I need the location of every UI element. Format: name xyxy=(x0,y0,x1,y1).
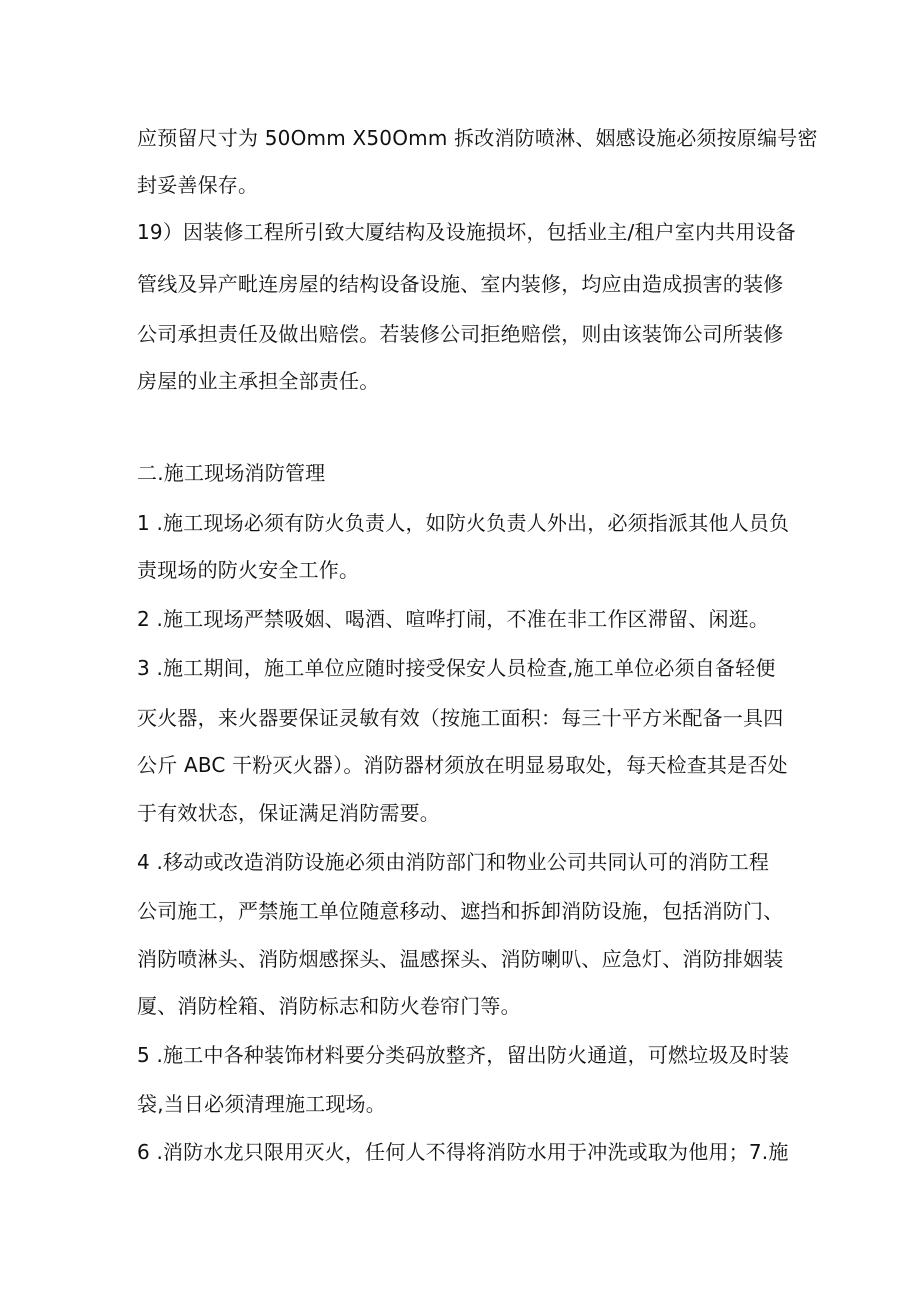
text-line: 公斤 ABC 干粉灭火器）。消防器材须放在明显易取处，每天检查其是否处 xyxy=(137,753,788,777)
text-line: 管线及异产毗连房屋的结构设备设施、室内装修，均应由造成损害的装修 xyxy=(137,272,784,296)
text-line: 应预留尺寸为 50Omm X50Omm 拆改消防喷淋、姻感设施必须按原编号密 xyxy=(137,126,818,150)
text-line: 5 .施工中各种装饰材料要分类码放整齐，留出防火通道，可燃垃圾及时装 xyxy=(137,1043,790,1067)
text-line: 19）因装修工程所引致大厦结构及设施损坏，包括业主/租户室内共用设备 xyxy=(137,220,796,244)
text-line: 责现场的防火安全工作。 xyxy=(137,558,360,582)
text-line: 厦、消防栓箱、消防标志和防火卷帘门等。 xyxy=(137,994,521,1018)
text-line: 袋,当日必须清理施工现场。 xyxy=(137,1092,386,1116)
section-heading: 二.施工现场消防管理 xyxy=(137,461,326,485)
text-line: 6 .消防水龙只限用灭火，任何人不得将消防水用于冲洗或取为他用；7.施 xyxy=(137,1140,789,1164)
text-line: 消防喷淋头、消防烟感探头、温感探头、消防喇叭、应急灯、消防排姻装 xyxy=(137,947,784,971)
text-line: 公司施工，严禁施工单位随意移动、遮挡和拆卸消防设施，包括消防门、 xyxy=(137,899,784,923)
text-line: 3 .施工期间，施工单位应随时接受保安人员检查,施工单位必须自备轻便 xyxy=(137,656,776,680)
text-line: 房屋的业主承担全部责任。 xyxy=(137,369,380,393)
text-line: 1 .施工现场必须有防火负责人，如防火负责人外出，必须指派其他人员负 xyxy=(137,511,790,535)
text-line: 封妥善保存。 xyxy=(137,173,259,197)
text-line: 于有效状态，保证满足消防需要。 xyxy=(137,801,440,825)
text-line: 灭火器，来火器要保证灵敏有效（按施工面积：每三十平方米配备一具四 xyxy=(137,706,784,730)
text-line: 2 .施工现场严禁吸姻、喝酒、喧哗打闹，不准在非工作区滞留、闲逛。 xyxy=(137,607,770,631)
text-line: 公司承担责任及做出赔偿。若装修公司拒绝赔偿，则由该装饰公司所装修 xyxy=(137,322,784,346)
text-line: 4 .移动或改造消防设施必须由消防部门和物业公司共同认可的消防工程 xyxy=(137,850,770,874)
